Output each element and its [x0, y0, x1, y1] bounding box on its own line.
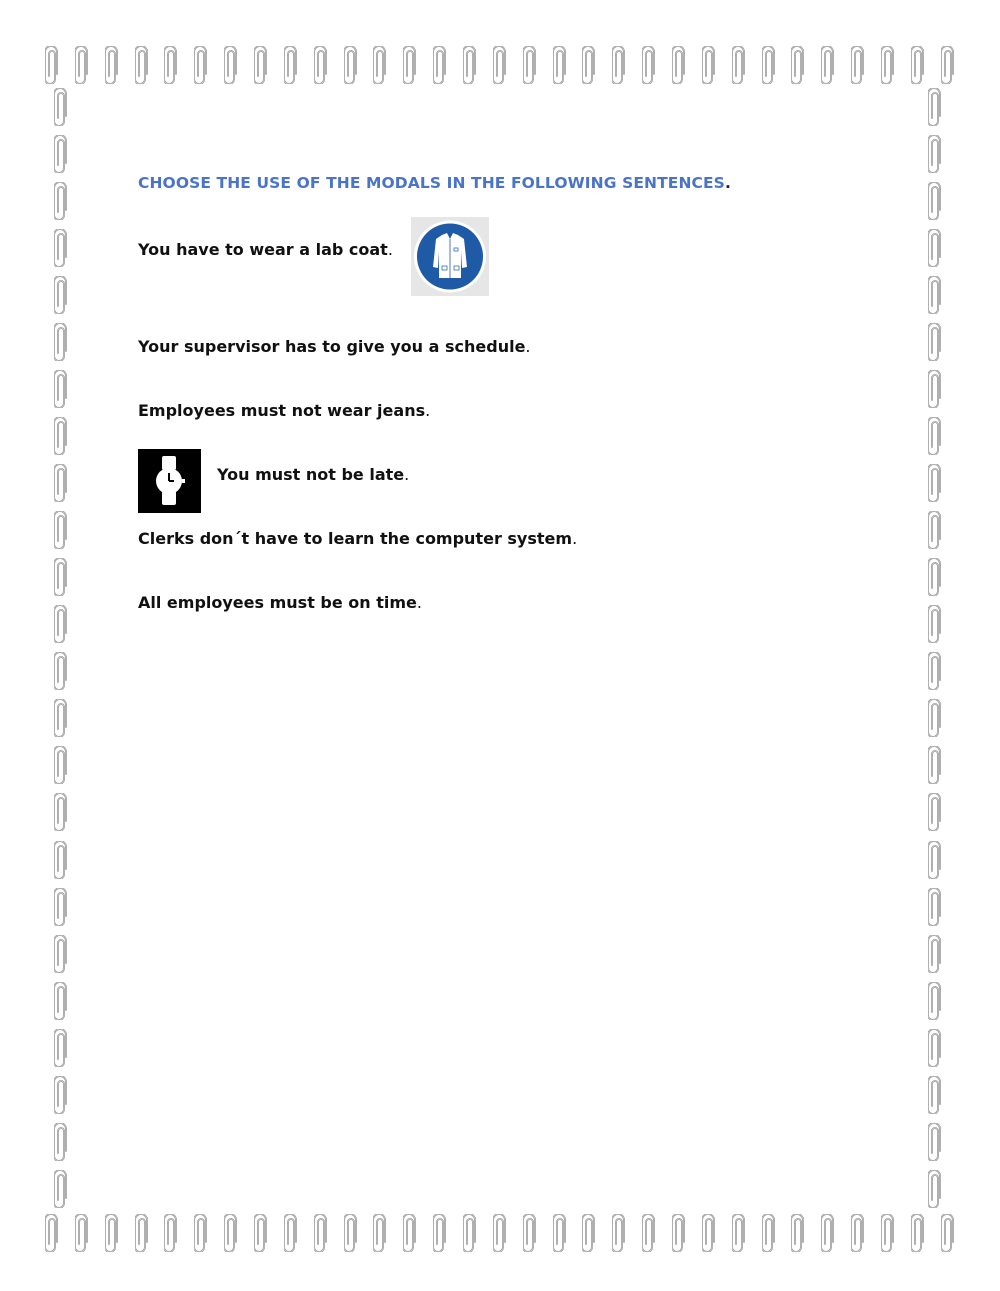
paperclip-icon [928, 276, 942, 314]
paperclip-icon [732, 46, 746, 84]
paperclip-icon [105, 1214, 119, 1252]
paperclip-icon [433, 1214, 447, 1252]
sentence-4: You must not be late. [217, 465, 410, 484]
sentence-1: You have to wear a lab coat. [138, 240, 393, 259]
paperclip-icon [928, 1123, 942, 1161]
paperclip-border-top [45, 40, 955, 90]
paperclip-icon [164, 1214, 178, 1252]
paperclip-icon [881, 46, 895, 84]
paperclip-border-right [920, 88, 950, 1208]
paperclip-icon [54, 511, 68, 549]
paperclip-icon [612, 1214, 626, 1252]
paperclip-icon [881, 1214, 895, 1252]
paperclip-icon [941, 1214, 955, 1252]
paperclip-border-left [46, 88, 76, 1208]
paperclip-icon [54, 1029, 68, 1067]
paperclip-icon [254, 46, 268, 84]
paperclip-icon [928, 417, 942, 455]
paperclip-icon [54, 1170, 68, 1208]
sentence-6: All employees must be on time. [138, 593, 422, 612]
paperclip-icon [54, 323, 68, 361]
paperclip-icon [164, 46, 178, 84]
paperclip-icon [928, 135, 942, 173]
paperclip-icon [493, 1214, 507, 1252]
paperclip-icon [45, 46, 59, 84]
paperclip-icon [732, 1214, 746, 1252]
paperclip-icon [54, 370, 68, 408]
paperclip-icon [672, 1214, 686, 1252]
paperclip-icon [54, 888, 68, 926]
paperclip-icon [54, 605, 68, 643]
paperclip-icon [928, 888, 942, 926]
paperclip-icon [851, 46, 865, 84]
paperclip-icon [928, 841, 942, 879]
paperclip-icon [762, 1214, 776, 1252]
paperclip-icon [928, 88, 942, 126]
paperclip-icon [373, 46, 387, 84]
paperclip-icon [45, 1214, 59, 1252]
paperclip-icon [553, 46, 567, 84]
paperclip-border-bottom [45, 1208, 955, 1258]
sentence-5: Clerks don´t have to learn the computer system. [138, 529, 578, 548]
paperclip-icon [523, 1214, 537, 1252]
paperclip-icon [284, 46, 298, 84]
paperclip-icon [344, 1214, 358, 1252]
wristwatch-icon [138, 449, 201, 513]
paperclip-icon [928, 793, 942, 831]
paperclip-icon [54, 182, 68, 220]
paperclip-icon [612, 46, 626, 84]
paperclip-icon [928, 323, 942, 361]
paperclip-icon [75, 1214, 89, 1252]
paperclip-icon [821, 46, 835, 84]
paperclip-icon [928, 1170, 942, 1208]
paperclip-icon [54, 652, 68, 690]
paperclip-icon [928, 605, 942, 643]
paperclip-icon [463, 1214, 477, 1252]
paperclip-icon [403, 1214, 417, 1252]
paperclip-icon [314, 1214, 328, 1252]
paperclip-icon [373, 1214, 387, 1252]
paperclip-icon [928, 558, 942, 596]
paperclip-icon [642, 46, 656, 84]
paperclip-icon [821, 1214, 835, 1252]
paperclip-icon [54, 88, 68, 126]
paperclip-icon [928, 746, 942, 784]
paperclip-icon [928, 982, 942, 1020]
paperclip-icon [672, 46, 686, 84]
paperclip-icon [75, 46, 89, 84]
paperclip-icon [54, 841, 68, 879]
paperclip-icon [928, 229, 942, 267]
paperclip-icon [284, 1214, 298, 1252]
paperclip-icon [344, 46, 358, 84]
sentence-3: Employees must not wear jeans. [138, 401, 431, 420]
paperclip-icon [928, 370, 942, 408]
paperclip-icon [54, 229, 68, 267]
paperclip-icon [224, 1214, 238, 1252]
paperclip-icon [851, 1214, 865, 1252]
paperclip-icon [941, 46, 955, 84]
paperclip-icon [54, 558, 68, 596]
paperclip-icon [54, 935, 68, 973]
paperclip-icon [254, 1214, 268, 1252]
paperclip-icon [928, 935, 942, 973]
worksheet-heading: CHOOSE THE USE OF THE MODALS IN THE FOLLOWING SENTENCES. [138, 174, 731, 192]
paperclip-icon [194, 46, 208, 84]
paperclip-icon [928, 1076, 942, 1114]
paperclip-icon [928, 464, 942, 502]
paperclip-icon [553, 1214, 567, 1252]
paperclip-icon [54, 135, 68, 173]
paperclip-icon [928, 1029, 942, 1067]
paperclip-icon [762, 46, 776, 84]
paperclip-icon [582, 46, 596, 84]
paperclip-icon [928, 652, 942, 690]
lab-coat-icon [411, 217, 489, 296]
paperclip-icon [911, 1214, 925, 1252]
paperclip-icon [791, 46, 805, 84]
paperclip-icon [582, 1214, 596, 1252]
paperclip-icon [54, 1076, 68, 1114]
paperclip-icon [194, 1214, 208, 1252]
paperclip-icon [433, 46, 447, 84]
paperclip-icon [135, 1214, 149, 1252]
paperclip-icon [911, 46, 925, 84]
paperclip-icon [54, 982, 68, 1020]
paperclip-icon [54, 417, 68, 455]
paperclip-icon [54, 793, 68, 831]
paperclip-icon [791, 1214, 805, 1252]
paperclip-icon [523, 46, 537, 84]
paperclip-icon [54, 1123, 68, 1161]
paperclip-icon [642, 1214, 656, 1252]
paperclip-icon [928, 182, 942, 220]
paperclip-icon [314, 46, 328, 84]
paperclip-icon [463, 46, 477, 84]
paperclip-icon [54, 276, 68, 314]
paperclip-icon [105, 46, 119, 84]
paperclip-icon [702, 1214, 716, 1252]
paperclip-icon [403, 46, 417, 84]
paperclip-icon [928, 699, 942, 737]
paperclip-icon [224, 46, 238, 84]
paperclip-icon [54, 699, 68, 737]
sentence-2: Your supervisor has to give you a schedule. [138, 337, 531, 356]
paperclip-icon [928, 511, 942, 549]
paperclip-icon [702, 46, 716, 84]
paperclip-icon [493, 46, 507, 84]
paperclip-icon [135, 46, 149, 84]
paperclip-icon [54, 464, 68, 502]
paperclip-icon [54, 746, 68, 784]
